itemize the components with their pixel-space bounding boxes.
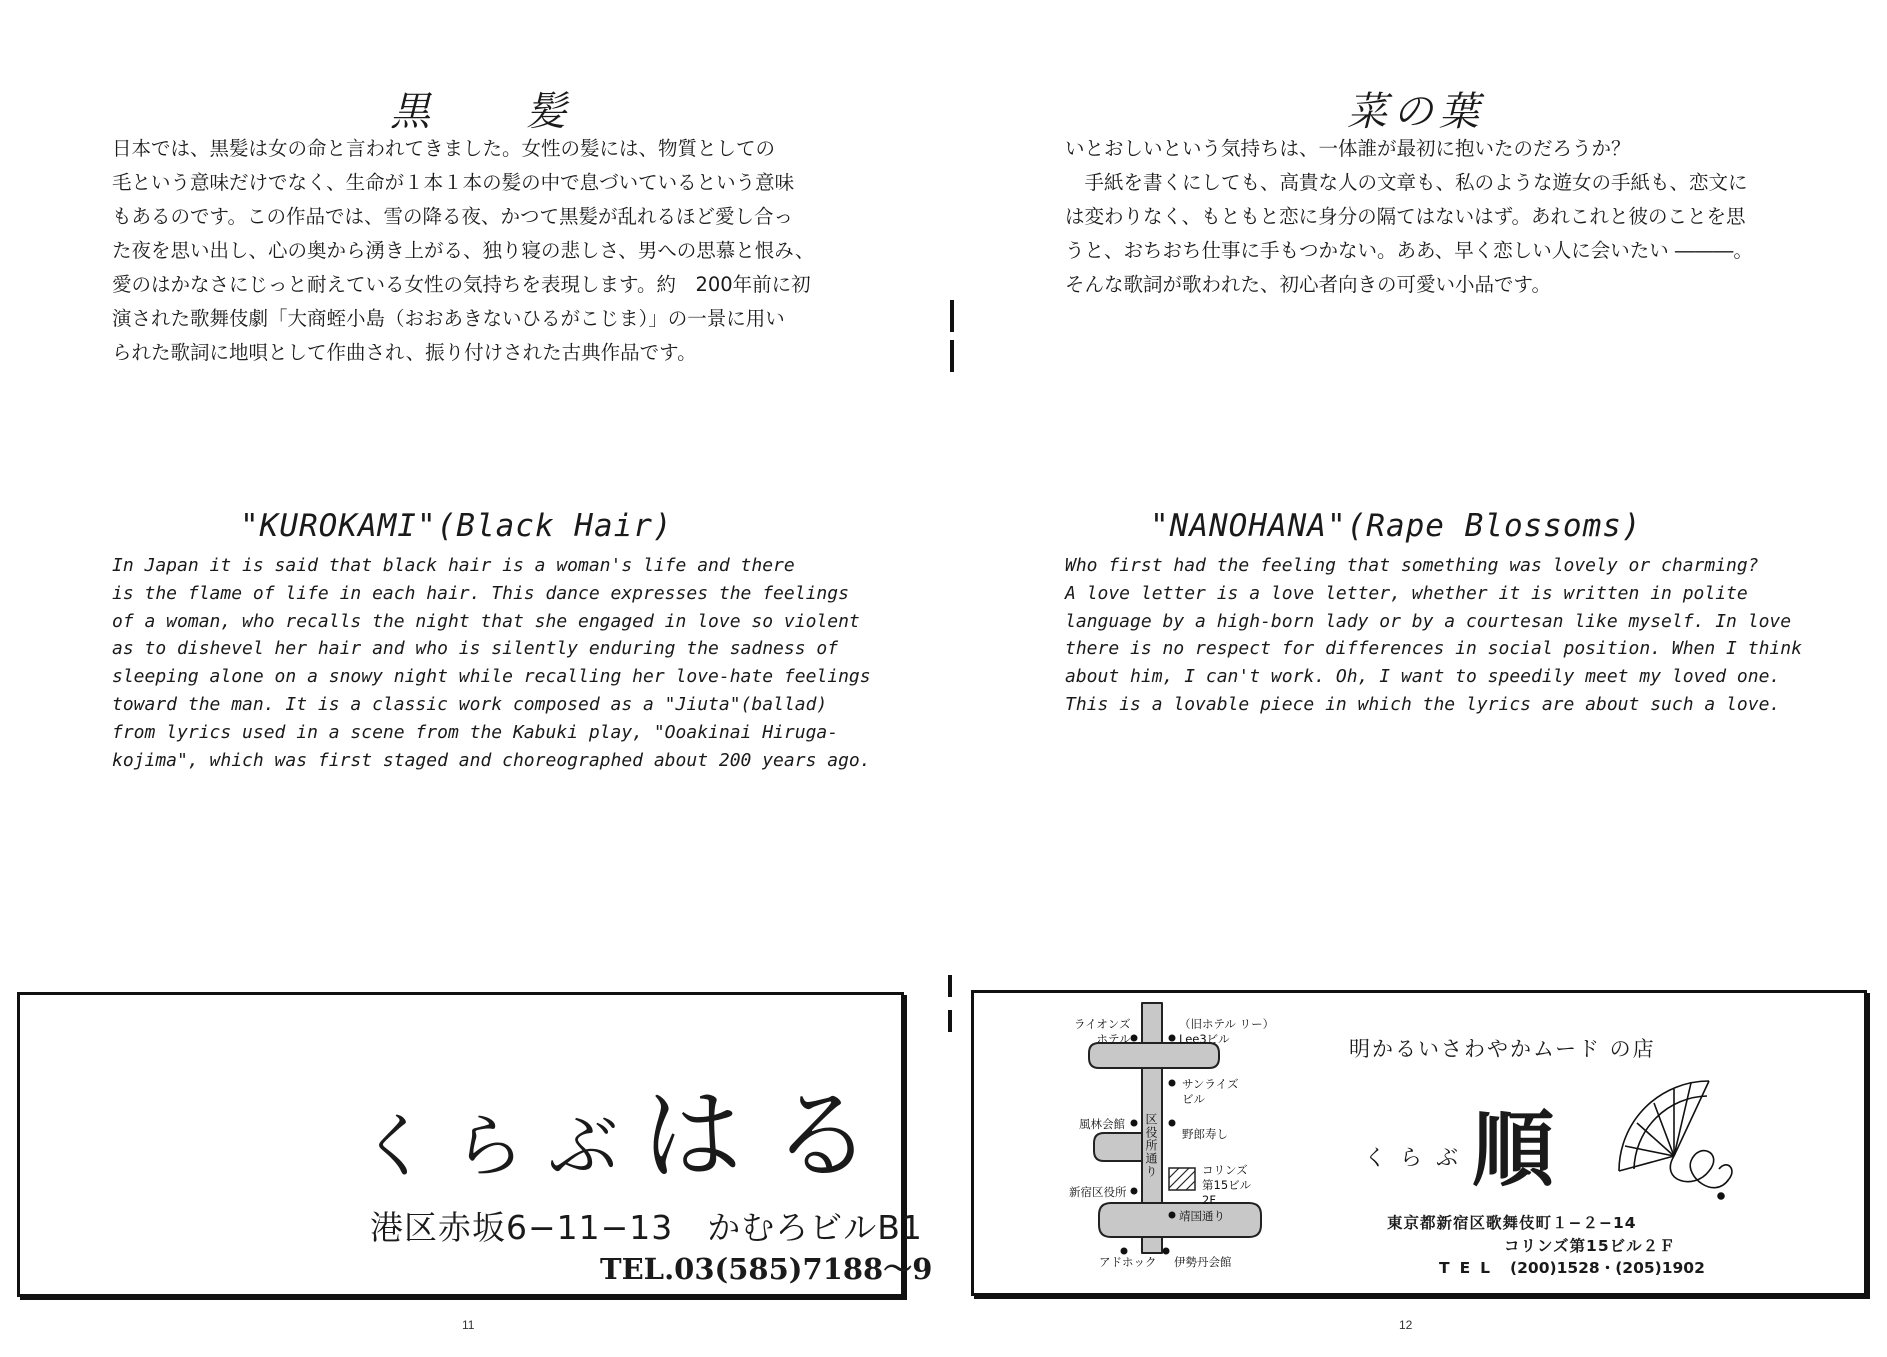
club-jun-tel	[1439, 1256, 1705, 1278]
club-jun-address-line2: コリンズ第15ビル２Ｆ	[1504, 1237, 1676, 1255]
jp-line: 毛という意味だけでなく、生命が１本１本の髪の中で息づいているという意味	[112, 171, 795, 194]
page-number-right: 12	[1399, 1318, 1413, 1332]
jp-line: 日本では、黒髪は女の命と言われてきました。女性の髪には、物質としての	[112, 137, 776, 160]
jp-line: 手紙を書くにしても、高貴な人の文章も、私のような遊女の手紙も、恋文に	[1065, 171, 1748, 194]
en-line: This is a lovable piece in which the lyrics are about such a love.	[1065, 693, 1781, 715]
jp-line: られた歌詞に地唄として作曲され、振り付けされた古典作品です。	[112, 341, 697, 364]
jp-line: うと、おちおち仕事に手もつかない。ああ、早く恋しい人に会いたい ―――。	[1065, 239, 1753, 262]
kurokami-en-title: "KUROKAMI"(Black Hair)	[240, 508, 673, 544]
kurokami-jp-body	[112, 132, 814, 370]
en-line: Who first had the feeling that something was lovely or charming?	[1065, 555, 1759, 576]
en-line: there is no respect for differences in social position. When I think	[1065, 638, 1802, 660]
map-label-adhoc: アドホック	[1099, 1255, 1157, 1269]
nanohana-en-body	[1065, 552, 1802, 719]
tel-label: TEL	[1439, 1259, 1501, 1277]
club-jun-address-line1: 東京都新宿区歌舞伎町１−２−14	[1387, 1214, 1637, 1232]
map-label-lions-hotel	[1074, 1017, 1130, 1047]
map-label-kuyakusho-dori: 区役所通り	[1144, 1113, 1158, 1178]
club-haru-logo	[360, 1055, 902, 1199]
en-line: A love letter is a love letter, whether it is written in polite	[1065, 582, 1748, 604]
en-line: sleeping alone on a snowy night while recalling her love-hate feelings	[112, 666, 871, 688]
nanohana-jp-title: 菜の葉	[1347, 89, 1485, 135]
map-label-text: （旧ホテル リー） Lee3ビル	[1179, 1017, 1275, 1046]
map-corinth-building	[1169, 1168, 1195, 1190]
jp-line: いとおしいという気持ちは、一体誰が最初に抱いたのだろうか？	[1065, 137, 1631, 160]
club-jun-tagline: 明かるいさわやかムード の店	[1349, 1037, 1656, 1061]
club-prefix: くらぶ	[360, 1105, 642, 1187]
en-line: is the flame of life in each hair. This dance expresses the feelings	[112, 582, 849, 604]
jp-line: もあるのです。この作品では、雪の降る夜、かつて黒髪が乱れるほど愛し合っ	[112, 205, 793, 228]
map-label-sunrise	[1182, 1077, 1238, 1107]
map-label-yasukuni: 靖国通り	[1179, 1209, 1225, 1223]
right-page	[945, 0, 1887, 1357]
kurokami-jp-title: 黒 髪	[390, 89, 594, 135]
nanohana-en-title: "NANOHANA"(Rape Blossoms)	[1150, 508, 1642, 544]
en-line: from lyrics used in a scene from the Kabuki play, "Ooakinai Hiruga-	[112, 721, 839, 743]
map-label-corinth	[1202, 1163, 1251, 1208]
map-label-yarou: 野郎寿し	[1182, 1127, 1228, 1141]
map-label-text: コリンズ 第15ビル 2F	[1202, 1163, 1252, 1207]
folding-fan-icon	[1599, 1061, 1749, 1211]
club-haru-address: 港区赤坂6−11−13 かむろビルB1	[370, 1208, 923, 1247]
club-jun-advertisement	[971, 990, 1867, 1296]
en-line: kojima", which was first staged and choreographed about 200 years ago.	[112, 749, 871, 771]
club-jun-prefix: くらぶ	[1364, 1146, 1473, 1171]
en-line: as to dishevel her hair and who is silently enduring the sadness of	[112, 638, 839, 660]
jp-line: そんな歌詞が歌われた、初心者向きの可愛い小品です。	[1065, 273, 1551, 296]
page-number-left: 11	[462, 1318, 475, 1332]
left-page	[0, 0, 940, 1357]
en-line: In Japan it is said that black hair is a woman's life and there	[112, 555, 795, 576]
club-haru-advertisement	[17, 992, 933, 1297]
tel-number: (200)1528・(205)1902	[1510, 1259, 1705, 1277]
kurokami-en-body	[112, 552, 871, 774]
en-line: about him, I can't work. Oh, I want to speedily meet my loved one.	[1065, 666, 1781, 688]
map-label-lee3	[1179, 1017, 1274, 1047]
jp-line: は変わりなく、もともと恋に身分の隔てはないはず。あれこれと彼のことを思	[1065, 205, 1746, 228]
map-label-shinjuku-ward: 新宿区役所	[1069, 1185, 1127, 1199]
club-name: はる	[642, 1077, 902, 1194]
jp-line: 演された歌舞伎劇「大商蛭小島（おおあきないひるがこじま）」の一景に用い	[112, 307, 785, 330]
map-label-text: サンライズ ビル	[1182, 1077, 1239, 1106]
map-label-isetan: 伊勢丹会館	[1174, 1255, 1232, 1269]
club-jun-name: 順	[1472, 1102, 1555, 1198]
nanohana-jp-body	[1065, 132, 1753, 302]
en-line: toward the man. It is a classic work composed as a "Jiuta"(ballad)	[112, 693, 828, 715]
club-haru-tel: TEL.03(585)7188〜9	[600, 1252, 933, 1286]
jp-line: た夜を思い出し、心の奥から湧き上がる、独り寝の悲しさ、男への思慕と恨み、	[112, 239, 815, 262]
en-line: language by a high-born lady or by a courtesan like myself. In love	[1065, 610, 1792, 632]
jp-line: 愛のはかなさにじっと耐えている女性の気持ちを表現します。約 200年前に初	[112, 273, 811, 296]
en-line: of a woman, who recalls the night that she engaged in love so violent	[112, 610, 860, 632]
map-label-fuurin: 風林会館	[1079, 1117, 1125, 1131]
map-road-middle	[1094, 1133, 1142, 1161]
map-label-text: ライオンズ ホテル	[1074, 1017, 1131, 1046]
